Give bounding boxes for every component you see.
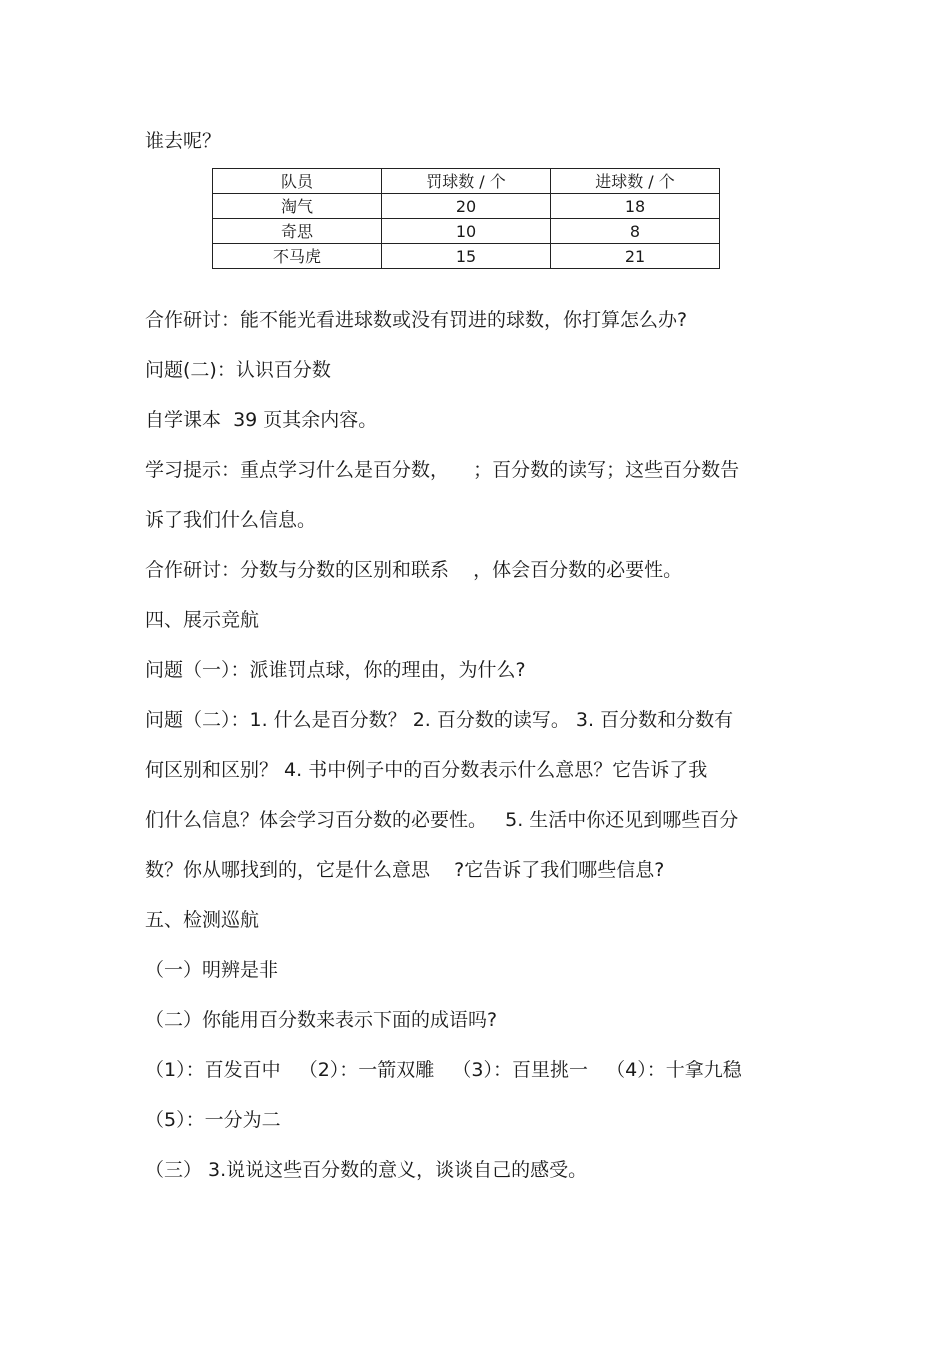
- section-4-heading: 四、展示竞航: [145, 609, 260, 631]
- penalty-table: [212, 168, 720, 269]
- cooperative-study-1: 合作研讨：能不能光看进球数或没有罚进的球数，你打算怎么办?: [145, 309, 688, 331]
- cell-player: 不马虎: [213, 244, 382, 269]
- cell-shots: 20: [382, 194, 551, 219]
- idiom-list-line-2: （5）：一分为二: [145, 1109, 281, 1131]
- table-row: [213, 194, 720, 219]
- table-row: [213, 244, 720, 269]
- header-shots: 罚球数 / 个: [382, 169, 551, 194]
- cell-goals: 21: [551, 244, 720, 269]
- study-tip-line-1: 学习提示：重点学习什么是百分数， ；百分数的读写；这些百分数告: [145, 459, 740, 481]
- cell-goals: 8: [551, 219, 720, 244]
- study-tip-line-2: 诉了我们什么信息。: [145, 509, 317, 531]
- header-player: 队员: [213, 169, 382, 194]
- header-goals: 进球数 / 个: [551, 169, 720, 194]
- problem-2-line-1: 问题（二）：1. 什么是百分数？ 2. 百分数的读写。 3. 百分数和分数有: [145, 709, 734, 731]
- table-header-row: [213, 169, 720, 194]
- self-study-line: 自学课本 39 页其余内容。: [145, 409, 378, 431]
- table-row: [213, 219, 720, 244]
- item-1-true-false: （一）明辨是非: [145, 959, 279, 981]
- problem-2-line-3: 们什么信息？体会学习百分数的必要性。 5. 生活中你还见到哪些百分: [145, 809, 739, 831]
- cell-player: 淘气: [213, 194, 382, 219]
- cell-shots: 10: [382, 219, 551, 244]
- cell-shots: 15: [382, 244, 551, 269]
- item-2-idioms: （二）你能用百分数来表示下面的成语吗?: [145, 1009, 498, 1031]
- cooperative-study-2: 合作研讨：分数与分数的区别和联系 ，体会百分数的必要性。: [145, 559, 683, 581]
- cell-player: 奇思: [213, 219, 382, 244]
- section-5-heading: 五、检测巡航: [145, 909, 260, 931]
- question-who-goes: 谁去呢？: [145, 130, 222, 152]
- problem-2-line-2: 何区别和区别？ 4. 书中例子中的百分数表示什么意思？它告诉了我: [145, 759, 708, 781]
- problem-1-line: 问题（一）：派谁罚点球，你的理由，为什么?: [145, 659, 526, 681]
- idiom-list-line-1: （1）：百发百中 （2）：一箭双雕 （3）：百里挑一 （4）：十拿九稳: [145, 1059, 742, 1081]
- cell-goals: 18: [551, 194, 720, 219]
- problem-2-line-4: 数？你从哪找到的，它是什么意思 ?它告诉了我们哪些信息?: [145, 859, 665, 881]
- problem-2-heading: 问题(二)：认识百分数: [145, 359, 331, 381]
- item-3-reflection: （三） 3.说说这些百分数的意义，谈谈自己的感受。: [145, 1159, 588, 1181]
